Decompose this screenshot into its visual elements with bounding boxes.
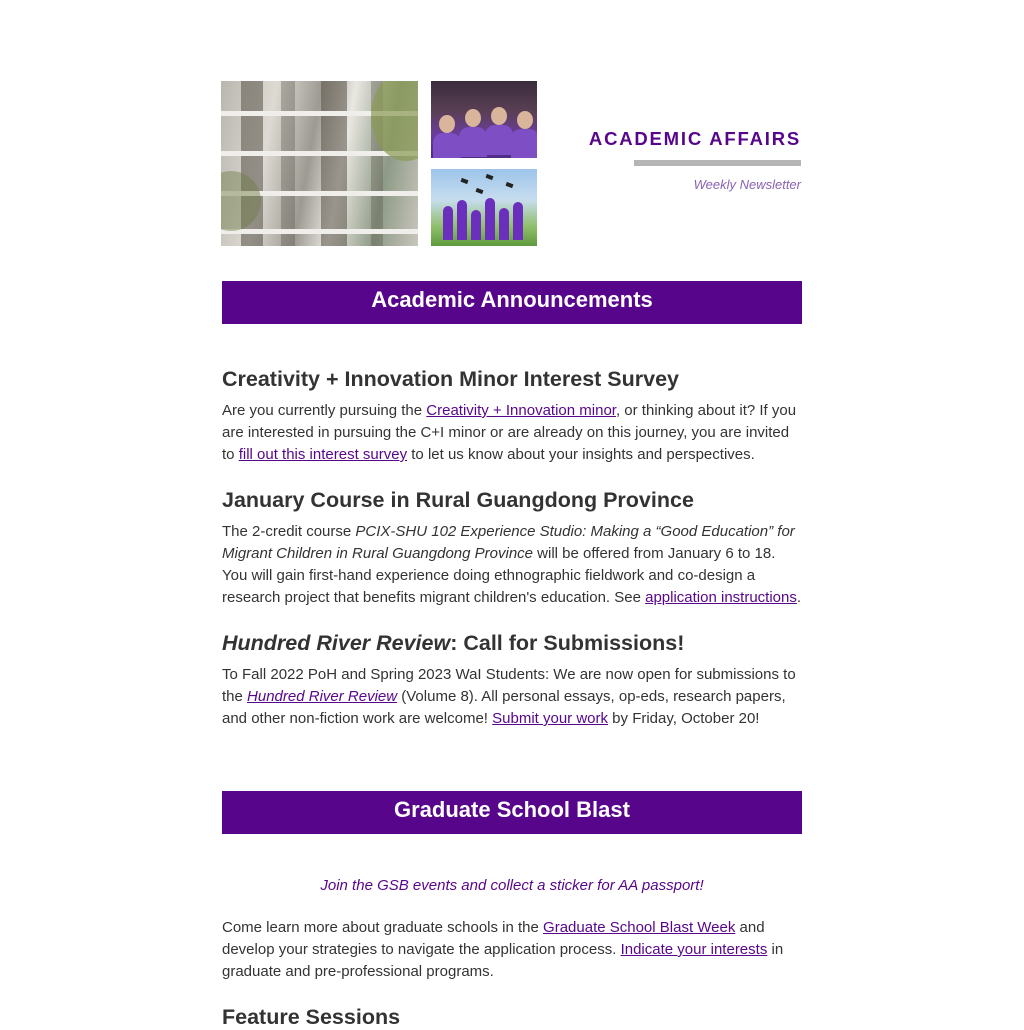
gsb-promo: Join the GSB events and collect a sticker for AA passport!: [320, 877, 704, 894]
article-title: January Course in Rural Guangdong Province: [222, 488, 694, 512]
newsletter: [222, 0, 802, 1030]
article-hundred-river-review: [222, 630, 802, 730]
article-guangdong-course: [222, 487, 802, 609]
graduation-photo: [431, 169, 537, 246]
application-instructions-link[interactable]: application instructions: [645, 589, 797, 606]
course-name: PCIX-SHU 102 Experience Studio: Making a “Good Education” for Migrant Children in Rural Guangdong Province: [222, 523, 795, 562]
article-title: Hundred River Review: Call for Submissions!: [222, 631, 685, 655]
title-divider: [634, 160, 801, 166]
article-title: Creativity + Innovation Minor Interest Survey: [222, 367, 679, 391]
submit-work-link[interactable]: Submit your work: [492, 710, 609, 727]
newsletter-title: ACADEMIC AFFAIRS: [588, 128, 801, 149]
creativity-minor-link[interactable]: Creativity + Innovation minor: [426, 402, 616, 419]
section-title-gsb: Graduate School Blast: [222, 791, 802, 834]
gsb-week-link[interactable]: Graduate School Blast Week: [543, 919, 736, 936]
building-photo: [221, 81, 418, 246]
feature-sessions-title: Feature Sessions: [222, 1005, 401, 1029]
article-body: To Fall 2022 PoH and Spring 2023 WaI Students: We are now open for submissions to the Hundred River Review (Volume 8). All personal essays, op-eds, research papers, and other non-fiction work are welcome! Submit your work by Friday, October 20!: [222, 666, 796, 727]
gsb-body: Come learn more about graduate schools in the Graduate School Blast Week and develop your strategies to navigate the application process. Indicate your interests in graduate and pre-professional programs.: [222, 919, 784, 980]
article-body: The 2-credit course PCIX-SHU 102 Experience Studio: Making a “Good Education” for Migrant Children in Rural Guangdong Province will be offered from January 6 to 18. You will gain first-hand experience doing ethnographic fieldwork and co-design a research project that benefits migrant children's education. See application instructions.: [222, 523, 802, 606]
article-minor-survey: [222, 366, 802, 466]
newsletter-subtitle: Weekly Newsletter: [693, 177, 801, 192]
newsletter-header: [221, 81, 802, 246]
hundred-river-review-link[interactable]: Hundred River Review: [247, 688, 398, 705]
indicate-interests-link[interactable]: Indicate your interests: [620, 941, 768, 958]
interest-survey-link[interactable]: fill out this interest survey: [238, 446, 408, 463]
article-body: Are you currently pursuing the Creativity + Innovation minor, or thinking about it? If you are interested in pursuing the C+I minor or are already on this journey, you are invited to fill out this interest survey to let us know about your insights and perspectives.: [222, 402, 797, 463]
section-title-announcements: Academic Announcements: [222, 281, 802, 324]
students-photo: [431, 81, 537, 158]
